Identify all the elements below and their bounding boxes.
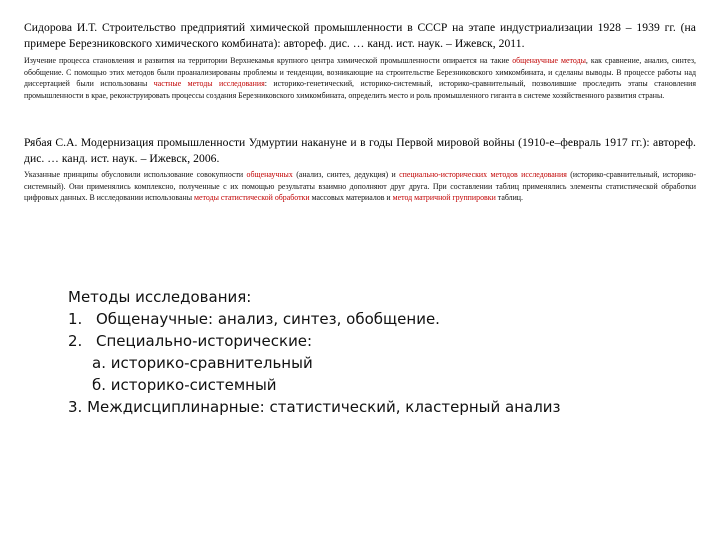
abstract-text: (историко-сравнительный, историко-системный). Они применялись комплексно, полученные с их помощью результаты взаимно дополняют друг друга. При составлении таблиц применялись элементы статистической обработки цифровых данных. В исследовании использованы xyxy=(24,170,696,202)
abstract-text: : историко-генетический, историко-системный, историко-сравнительный, позволившие проследить этапы становления промышленности в крае, реконструировать процессы создания Березниковского химкомбината, определить место и роль промышленного гиганта в системе хозяйственного развития страны. xyxy=(24,79,696,100)
methods-item-1-number: 1. xyxy=(68,310,83,328)
methods-list xyxy=(68,286,688,418)
reference-1-abstract xyxy=(24,55,696,101)
highlighted-term: специально-исторических методов исследования xyxy=(399,170,567,179)
highlighted-term: метод матричной группировки xyxy=(392,193,496,202)
methods-item-1 xyxy=(68,308,688,330)
highlighted-term: общенаучные методы xyxy=(512,56,586,65)
methods-item-1-text: Общенаучные: анализ, синтез, обобщение. xyxy=(96,310,440,328)
abstract-text: Изучение процесса становления и развития на территории Верхнекамья крупного центра химической промышленности опирается на такие xyxy=(24,56,513,65)
methods-item-2a: а. историко-сравнительный xyxy=(92,354,313,372)
abstract-text: (анализ, синтез, дедукция) и xyxy=(292,170,400,179)
abstract-text: , как сравнение, анализ, синтез, обобщение. С помощью этих методов были проанализированы проблемы и тенденции, возникающие на строительстве Березниковского химкомбината, и сделаны выводы. В процессе работы над диссертацией были использованы xyxy=(24,56,696,88)
methods-item-3: 3. Междисциплинарные: статистический, кластерный анализ xyxy=(68,398,561,416)
methods-item-2b: б. историко-системный xyxy=(92,376,277,394)
highlighted-term: общенаучных xyxy=(246,170,293,179)
abstract-text: таблиц. xyxy=(495,193,524,202)
methods-item-2-number: 2. xyxy=(68,332,83,350)
highlighted-term: методы статистической обработки xyxy=(194,193,310,202)
methods-item-2-text: Специально-исторические: xyxy=(96,332,313,350)
reference-2-abstract xyxy=(24,169,696,204)
highlighted-term: частные методы исследования xyxy=(153,79,265,88)
abstract-text: массовых материалов и xyxy=(309,193,393,202)
abstract-text: Указанные принципы обусловили использование совокупности xyxy=(24,170,247,179)
reference-2-title: Рябая С.А. Модернизация промышленности Удмуртии накануне и в годы Первой мировой войны (1910-е–февраль 1917 гг.): автореф. дис. … канд. ист. наук. – Ижевск, 2006. xyxy=(24,136,696,165)
methods-heading: Методы исследования: xyxy=(68,288,252,306)
methods-item-2 xyxy=(68,330,688,352)
reference-1-title: Сидорова И.Т. Строительство предприятий химической промышленности в СССР на этапе индустриализации 1928 – 1939 гг. (на примере Березниковского химического комбината): автореф. дис. … канд. ист. наук. – Ижевск, 2011. xyxy=(24,21,696,50)
